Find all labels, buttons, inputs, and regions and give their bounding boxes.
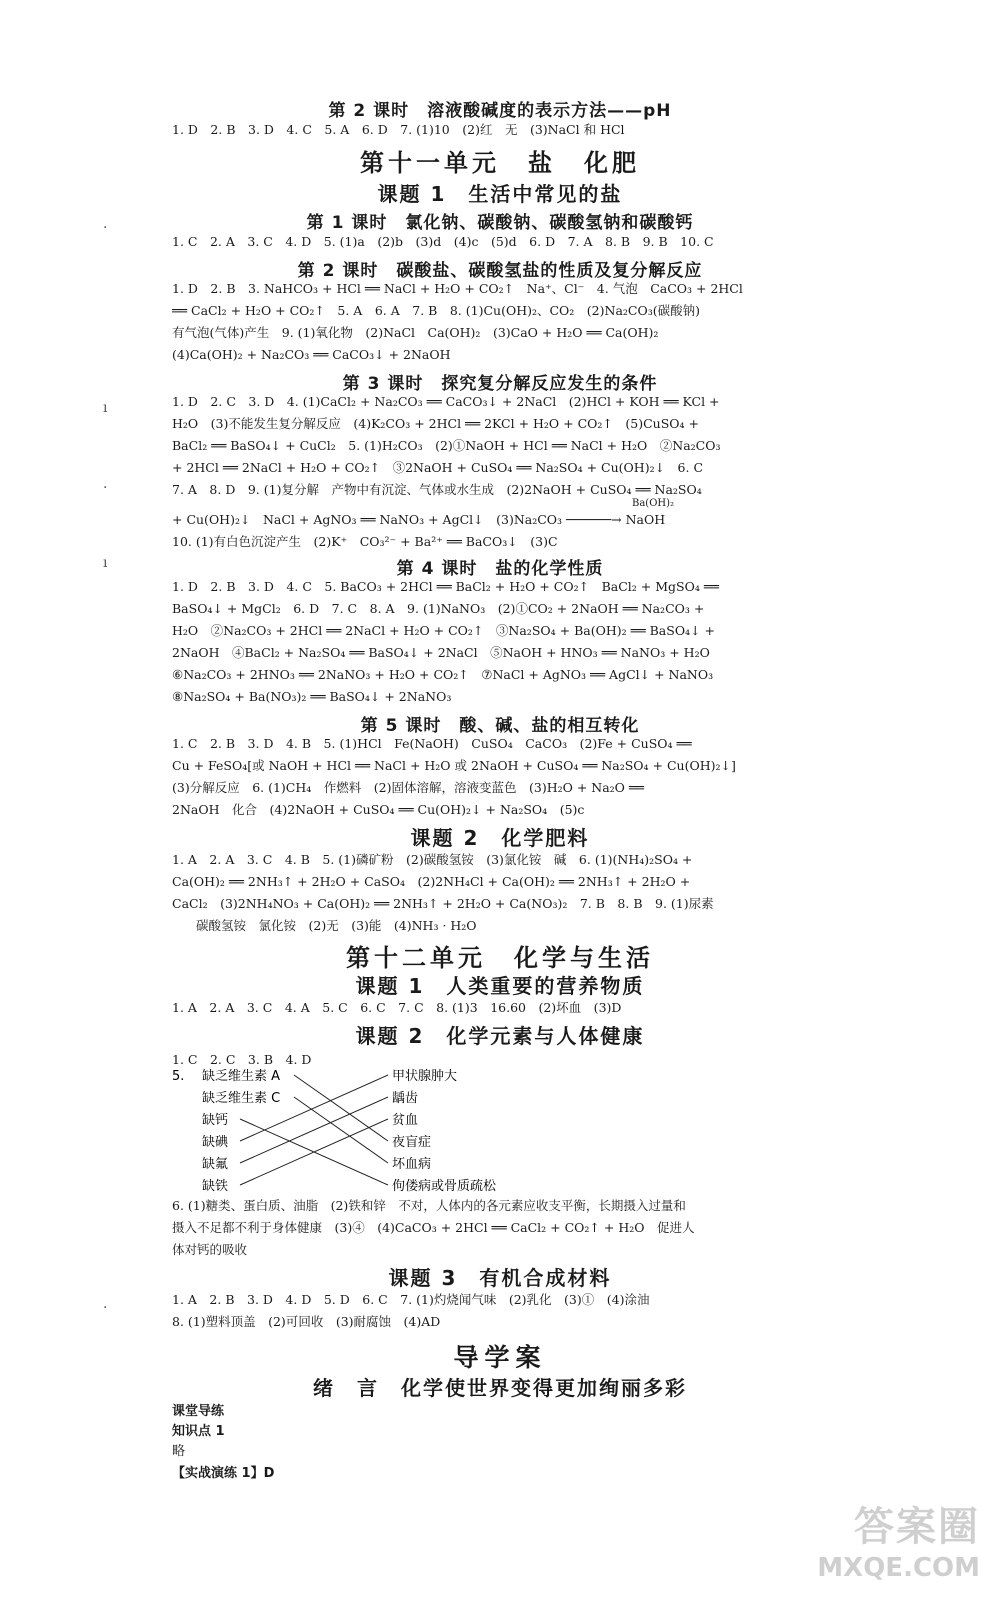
disease-label: 佝偻病或骨质疏松 <box>392 1179 497 1194</box>
answer-line: BaSO₄↓ + MgCl₂ 6. D 7. C 8. A 9. (1)NaNO₃ (2)①CO₂ + 2NaOH ══ Na₂CO₃ + <box>172 601 705 616</box>
answer-line: ⑧Na₂SO₄ + Ba(NO₃)₂ ══ BaSO₄↓ + 2NaNO₃ <box>172 689 452 704</box>
answer-text: 略 <box>172 1444 186 1459</box>
answer-line: BaCl₂ ══ BaSO₄↓ + CuCl₂ 5. (1)H₂CO₃ (2)①NaOH + HCl ══ NaCl + H₂O ②Na₂CO₃ <box>172 438 721 453</box>
deficiency-label: 缺碘 <box>202 1135 229 1150</box>
answer-line: H₂O (3)不能发生复分解反应 (4)K₂CO₃ + 2HCl ══ 2KCl + H₂O + CO₂↑ (5)CuSO₄ + <box>172 416 699 431</box>
edge-mark: ı <box>103 555 108 571</box>
watermark-url: MXQE.COM <box>817 1553 980 1583</box>
unit-title: 第十二单元 化学与生活 <box>346 944 654 972</box>
match-line <box>240 1097 388 1163</box>
topic-title: 课题 2 化学肥料 <box>410 826 590 850</box>
answer-line: 1. A 2. A 3. C 4. A 5. C 6. C 7. C 8. (1)3 16.60 (2)坏血 (3)D <box>172 1000 622 1015</box>
answer-line: (4)Ca(OH)₂ + Na₂CO₃ ══ CaCO₃↓ + 2NaOH <box>172 347 451 362</box>
match-line <box>294 1075 388 1141</box>
practice-answer: 【实战演练 1】D <box>172 1466 275 1481</box>
answer-line: H₂O ②Na₂CO₃ + 2HCl ══ 2NaCl + H₂O + CO₂↑ ③Na₂SO₄ + Ba(OH)₂ ══ BaSO₄↓ + <box>172 623 715 638</box>
section-title: 第 3 课时 探究复分解反应发生的条件 <box>342 374 658 394</box>
answer-line: 摄入不足都不利于身体健康 (3)④ (4)CaCO₃ + 2HCl ══ CaCl₂ + CO₂↑ + H₂O 促进人 <box>172 1220 695 1235</box>
answer-line: (3)分解反应 6. (1)CH₄ 作燃料 (2)固体溶解，溶液变蓝色 (3)H₂O + Na₂O ══ <box>172 780 644 795</box>
answer-line: 2NaOH 化合 (4)2NaOH + CuSO₄ ══ Cu(OH)₂↓ + Na₂SO₄ (5)c <box>172 802 585 817</box>
topic-title: 课题 3 有机合成材料 <box>388 1266 612 1290</box>
section-title: 第 2 课时 溶液酸碱度的表示方法——pH <box>328 101 672 121</box>
disease-label: 贫血 <box>392 1113 419 1128</box>
edge-mark: · <box>103 480 108 496</box>
edge-mark: · <box>103 220 108 236</box>
knowledge-point-label: 知识点 1 <box>172 1424 225 1439</box>
answer-line: 碳酸氢铵 氯化铵 (2)无 (3)能 (4)NH₃ · H₂O <box>196 918 477 933</box>
section-title: 第 5 课时 酸、碱、盐的相互转化 <box>360 716 640 736</box>
match-line <box>240 1075 388 1141</box>
answer-line: ══ CaCl₂ + H₂O + CO₂↑ 5. A 6. A 7. B 8. (1)Cu(OH)₂、CO₂ (2)Na₂CO₃(碳酸钠) <box>172 303 700 318</box>
disease-label: 龋齿 <box>392 1091 419 1106</box>
answer-line: 7. A 8. D 9. (1)复分解 产物中有沉淀、气体或水生成 (2)2NaOH + CuSO₄ ══ Na₂SO₄ <box>172 482 702 497</box>
answer-line: + Cu(OH)₂↓ NaCl + AgNO₃ ══ NaNO₃ + AgCl↓ (3)Na₂CO₃ ──────→ NaOH <box>172 512 666 527</box>
answer-line: 2NaOH ④BaCl₂ + Na₂SO₄ ══ BaSO₄↓ + 2NaCl ⑤NaOH + HNO₃ ══ NaNO₃ + H₂O <box>172 645 710 660</box>
answer-line: 8. (1)塑料顶盖 (2)可回收 (3)耐腐蚀 (4)AD <box>172 1314 441 1329</box>
answer-line: 10. (1)有白色沉淀产生 (2)K⁺ CO₃²⁻ + Ba²⁺ ══ BaCO₃↓ (3)C <box>172 534 558 549</box>
answer-line: CaCl₂ (3)2NH₄NO₃ + Ca(OH)₂ ══ 2NH₃↑ + 2H₂O + Ca(NO₃)₂ 7. B 8. B 9. (1)尿素 <box>172 896 714 911</box>
topic-title: 课题 1 生活中常见的盐 <box>377 182 623 206</box>
section-title: 第 1 课时 氯化钠、碳酸钠、碳酸氢钠和碳酸钙 <box>306 213 694 233</box>
edge-mark: · <box>103 1300 108 1316</box>
unit-title: 第十一单元 盐 化肥 <box>360 149 640 177</box>
answer-line: 1. D 2. C 3. D 4. (1)CaCl₂ + Na₂CO₃ ══ CaCO₃↓ + 2NaCl (2)HCl + KOH ══ KCl + <box>172 394 720 409</box>
answer-line: Cu + FeSO₄[或 NaOH + HCl ══ NaCl + H₂O 或 2NaOH + CuSO₄ ══ Na₂SO₄ + Cu(OH)₂↓] <box>172 758 736 773</box>
matching-diagram <box>160 1062 520 1194</box>
deficiency-label: 缺铁 <box>202 1179 229 1194</box>
answer-line: ⑥Na₂CO₃ + 2HNO₃ ══ 2NaNO₃ + H₂O + CO₂↑ ⑦NaCl + AgNO₃ ══ AgCl↓ + NaNO₃ <box>172 667 714 682</box>
answer-line: 1. A 2. A 3. C 4. B 5. (1)磷矿粉 (2)碳酸氢铵 (3)氯化铵 碱 6. (1)(NH₄)₂SO₄ + <box>172 852 693 867</box>
watermark-logo-text: 答案圈 <box>854 1504 980 1550</box>
match-line <box>294 1097 388 1163</box>
section-title: 第 4 课时 盐的化学性质 <box>396 559 604 579</box>
intro-title: 绪 言 化学使世界变得更加绚丽多彩 <box>313 1376 687 1400</box>
deficiency-label: 缺乏维生素 A <box>202 1069 281 1084</box>
topic-title: 课题 2 化学元素与人体健康 <box>355 1024 645 1048</box>
question-number: 5. <box>172 1069 185 1084</box>
answer-line: 1. D 2. B 3. D 4. C 5. A 6. D 7. (1)10 (2)红 无 (3)NaCl 和 HCl <box>172 122 625 137</box>
answer-line: 1. C 2. A 3. C 4. D 5. (1)a (2)b (3)d (4)c (5)d 6. D 7. A 8. B 9. B 10. C <box>172 234 714 249</box>
deficiency-label: 缺氟 <box>202 1157 229 1172</box>
watermark <box>760 1495 990 1595</box>
answer-line: 有气泡(气体)产生 9. (1)氧化物 (2)NaCl Ca(OH)₂ (3)CaO + H₂O ══ Ca(OH)₂ <box>172 325 659 340</box>
arrow-condition: Ba(OH)₂ <box>632 498 675 509</box>
answer-line: 1. D 2. B 3. D 4. C 5. BaCO₃ + 2HCl ══ BaCl₂ + H₂O + CO₂↑ BaCl₂ + MgSO₄ ══ <box>172 579 719 594</box>
answer-line: 1. A 2. B 3. D 4. D 5. D 6. C 7. (1)灼烧闻气味 (2)乳化 (3)① (4)涂油 <box>172 1292 650 1307</box>
topic-title: 课题 1 人类重要的营养物质 <box>355 974 645 998</box>
answer-line: Ca(OH)₂ ══ 2NH₃↑ + 2H₂O + CaSO₄ (2)2NH₄Cl + Ca(OH)₂ ══ 2NH₃↑ + 2H₂O + <box>172 874 691 889</box>
answer-line: 1. C 2. C 3. B 4. D <box>172 1052 312 1067</box>
answer-line: 1. C 2. B 3. D 4. B 5. (1)HCl Fe(NaOH) CuSO₄ CaCO₃ (2)Fe + CuSO₄ ══ <box>172 736 692 751</box>
answer-line: 1. D 2. B 3. NaHCO₃ + HCl ══ NaCl + H₂O + CO₂↑ Na⁺、Cl⁻ 4. 气泡 CaCO₃ + 2HCl <box>172 281 743 296</box>
guide-title: 导学案 <box>453 1343 547 1372</box>
disease-label: 坏血病 <box>392 1157 432 1172</box>
class-guide-label: 课堂导练 <box>172 1404 225 1419</box>
section-title: 第 2 课时 碳酸盐、碳酸氢盐的性质及复分解反应 <box>297 261 703 281</box>
disease-label: 甲状腺肿大 <box>392 1069 458 1084</box>
answer-line: + 2HCl ══ 2NaCl + H₂O + CO₂↑ ③2NaOH + CuSO₄ ══ Na₂SO₄ + Cu(OH)₂↓ 6. C <box>172 460 704 475</box>
edge-mark: ı <box>103 400 108 416</box>
answer-line: 体对钙的吸收 <box>172 1242 248 1257</box>
answer-line: 6. (1)糖类、蛋白质、油脂 (2)铁和锌 不对，人体内的各元素应收支平衡，长期摄入过量和 <box>172 1198 686 1213</box>
disease-label: 夜盲症 <box>392 1135 432 1150</box>
deficiency-label: 缺乏维生素 C <box>202 1091 281 1106</box>
deficiency-label: 缺钙 <box>202 1113 229 1128</box>
